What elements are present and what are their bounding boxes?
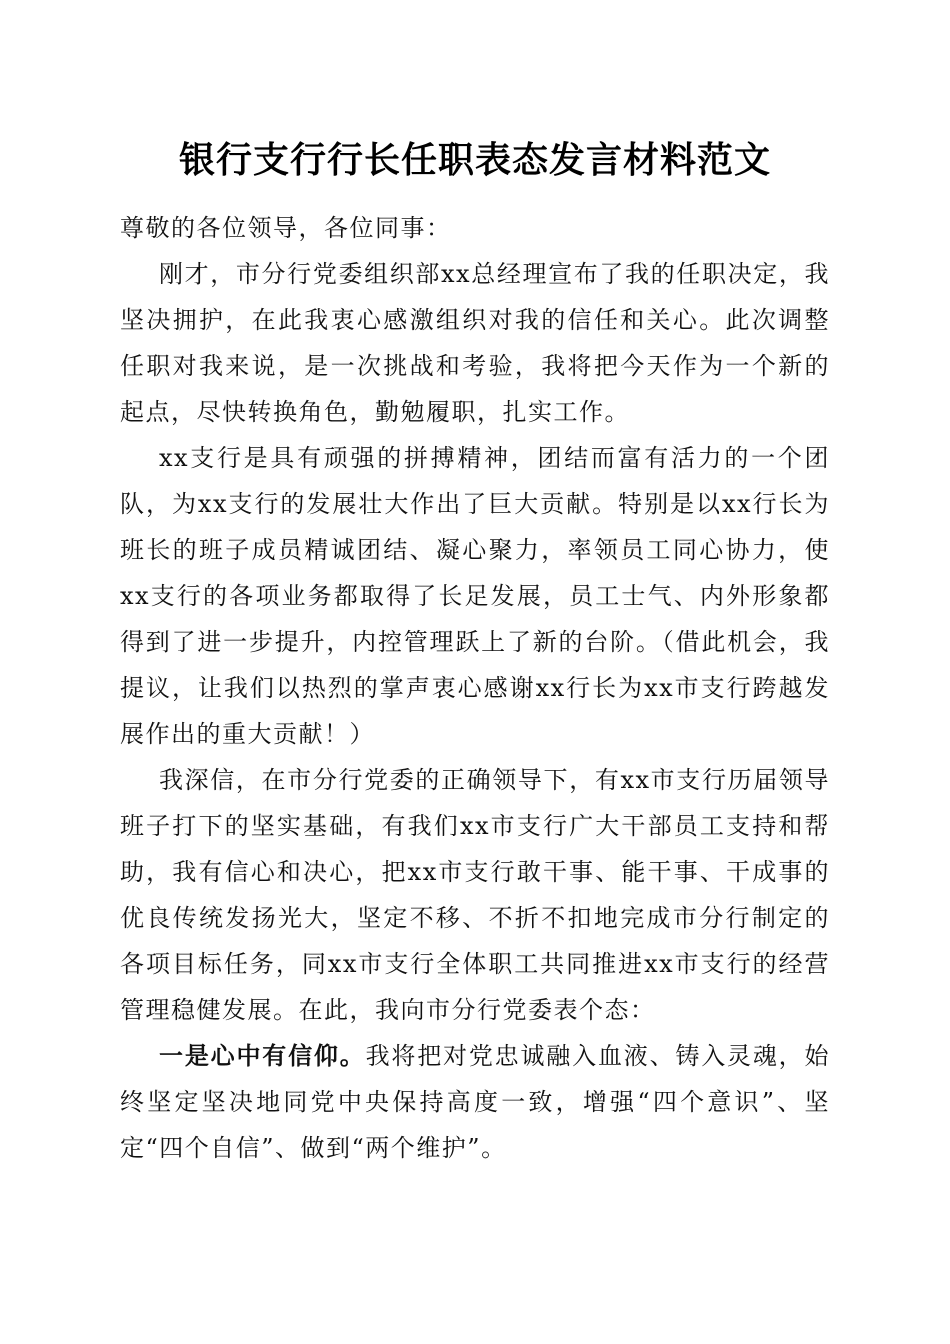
salutation: 尊敬的各位领导，各位同事： (120, 214, 452, 242)
paragraph-confidence: 我深信，在市分行党委的正确领导下，有xx市支行历届领导班子打下的坚实基础，有我们xx市支行广大干部员工支持和帮助，我有信心和决心，把xx市支行敢干事、能干事、干成事的优良传统发扬光大，坚定不移、不折不扣地完成市分行制定的各项目标任务，同xx市支行全体职工共同推进xx市支行的经营管理稳健发展。在此，我向市分行党委表个态： (120, 766, 830, 1024)
document-body (120, 205, 830, 1171)
point-one-text: 我将把对党忠诚融入血液、铸入灵魂，始终坚定坚决地同党中央保持高度一致，增强“四个意识”、坚定“四个自信”、做到“两个维护”。 (120, 1042, 831, 1162)
paragraph-branch-achievements: xx支行是具有顽强的拼搏精神，团结而富有活力的一个团队，为xx支行的发展壮大作出了巨大贡献。特别是以xx行长为班长的班子成员精诚团结、凝心聚力，率领员工同心协力，使xx支行的各项业务都取得了长足发展，员工士气、内外形象都得到了进一步提升，内控管理跃上了新的台阶。（借此机会，我提议，让我们以热烈的掌声衷心感谢xx行长为xx市支行跨越发展作出的重大贡献！） (120, 444, 830, 748)
paragraph-appointment: 刚才，市分行党委组织部xx总经理宣布了我的任职决定，我坚决拥护，在此我衷心感激组织对我的信任和关心。此次调整任职对我来说，是一次挑战和考验，我将把今天作为一个新的起点，尽快转换角色，勤勉履职，扎实工作。 (120, 260, 830, 426)
point-one-lead: 一是心中有信仰。 (159, 1041, 366, 1070)
paragraph-point-one (120, 1033, 830, 1171)
document-title: 银行支行行长任职表态发言材料范文 (178, 139, 771, 181)
